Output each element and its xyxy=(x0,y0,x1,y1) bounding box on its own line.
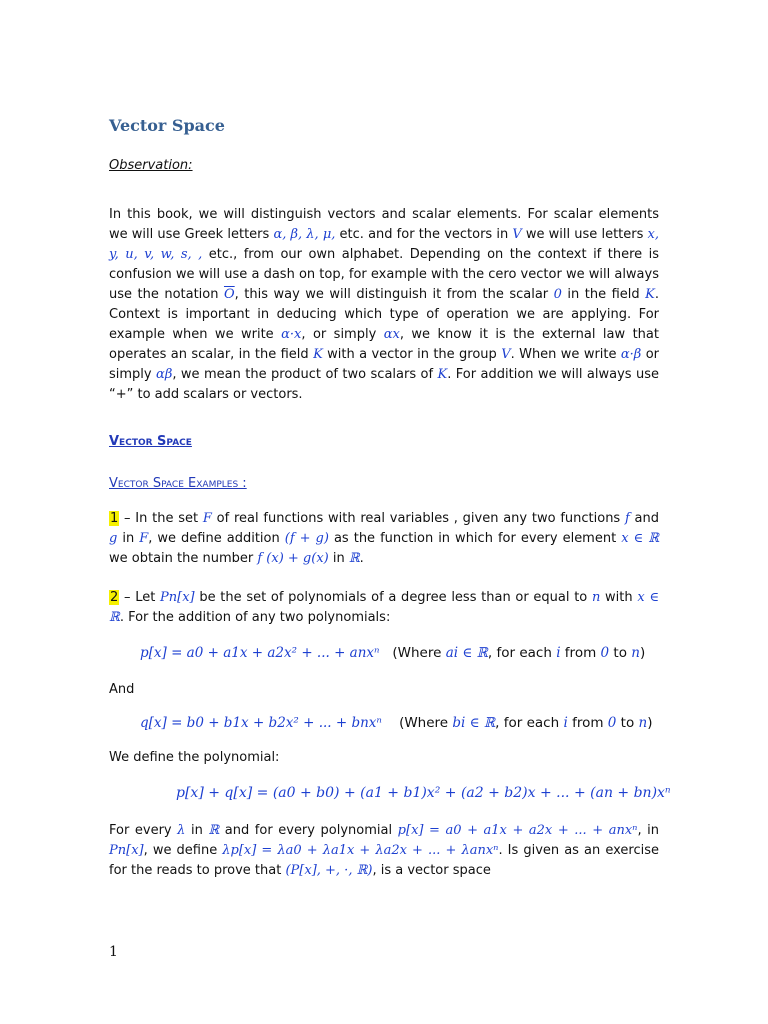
example-number-1: 1 xyxy=(110,511,119,526)
page-title: Vector Space xyxy=(109,116,225,135)
equation-sum: p[x] + q[x] = (a0 + b0) + (a1 + b1)x² + (a2 + b2)x + ... + (an + bn)xⁿ xyxy=(176,785,671,801)
equation-q: q[x] = b0 + b1x + b2x² + ... + bnxⁿ (Where bi ∈ ℝ, for each i from 0 to n) xyxy=(140,715,653,731)
section-heading: Vector Space xyxy=(109,434,192,449)
define-label: We define the polynomial: xyxy=(109,750,280,765)
observation-label: Observation: xyxy=(109,158,193,173)
final-paragraph: For every λ in ℝ and for every polynomial p[x] = a0 + a1x + a2x + ... + anxⁿ, in Pn[x], we define λp[x] = λa0 + λa1x + λa2x + ... + λanxⁿ. Is given as an exercise for the reads to prove that (P[x], +, ·, ℝ), is a vector space xyxy=(109,823,659,878)
zero-vector-symbol: $\overline{O}$ xyxy=(223,287,235,302)
intro-paragraph: In this book, we will distinguish vectors and scalar elements. For scalar elements we will use Greek letters α, β, λ, μ, etc. and for the vectors in V we will use letters x, y, u, v, w, s, , etc., from our own alphabet. Depending on the context if there is confusion we will use a dash on top, for example with the cero vector we will always use the notation $\overline{O}$, this way we will distinguish it from the scalar 0 in the field K. Context is important in deducing which type of operation we are applying. For example when we write α·x, or simply αx, we know it is the external law that operates an scalar, in the field K with a vector in the group V. When we write α·β or simply αβ, we mean the product of two scalars of K. For addition we will always use “+” to add scalars or vectors. xyxy=(109,207,660,402)
example-1: 1 – In the set F of real functions with real variables , given any two functions f and g in F, we define addition (f + g) as the function in which for every element x ∈ ℝ we obtain the number f (x) + g(x) in ℝ. xyxy=(109,511,660,566)
equation-p: p[x] = a0 + a1x + a2x² + ... + anxⁿ (Where ai ∈ ℝ, for each i from 0 to n) xyxy=(140,645,646,661)
example-2: 2 – Let Pn[x] be the set of polynomials of a degree less than or equal to n with x ∈ ℝ. For the addition of any two polynomials: xyxy=(109,590,660,625)
examples-heading: Vector Space Examples : xyxy=(109,476,247,491)
and-label: And xyxy=(109,682,135,697)
example-number-2: 2 xyxy=(110,590,119,605)
page-number: 1 xyxy=(109,944,118,960)
